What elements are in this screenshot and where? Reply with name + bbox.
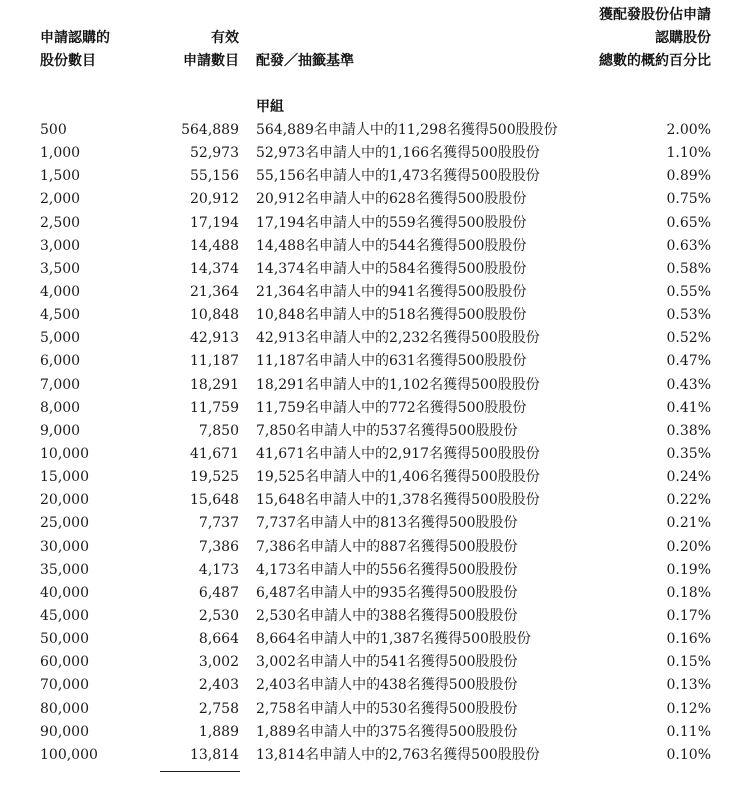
table-row (0, 489, 745, 512)
cell-valid-applications: 10,848 (190, 307, 239, 324)
cell-allocation-basis: 7,850名申請人中的537名獲得500股股份 (256, 422, 518, 439)
cell-allocation-basis: 19,525名申請人中的1,406名獲得500股股份 (256, 469, 540, 486)
cell-percentage: 0.65% (666, 214, 711, 231)
cell-percentage: 0.75% (666, 191, 711, 208)
table-row (0, 258, 745, 281)
cell-shares: 40,000 (40, 584, 89, 601)
header-line: 配發／抽籤基準 (256, 53, 354, 69)
cell-valid-applications: 21,364 (190, 283, 239, 300)
cell-valid-applications: 7,850 (198, 422, 239, 439)
header-line: 股份數目 (40, 53, 96, 69)
cell-shares: 3,000 (40, 237, 81, 254)
table-row (0, 559, 745, 582)
cell-percentage: 0.13% (666, 677, 711, 694)
table-row (0, 304, 745, 327)
cell-percentage: 0.55% (666, 283, 711, 300)
header-line: 總數的概約百分比 (599, 53, 711, 69)
table-row (0, 235, 745, 258)
table-row (0, 212, 745, 235)
cell-percentage: 1.10% (666, 145, 711, 162)
cell-valid-applications: 2,758 (198, 700, 239, 717)
cell-shares: 60,000 (40, 654, 89, 671)
cell-valid-applications: 4,173 (198, 561, 239, 578)
cell-valid-applications: 8,664 (198, 631, 239, 648)
cell-shares: 30,000 (40, 538, 89, 555)
cell-percentage: 0.18% (666, 584, 711, 601)
cell-shares: 3,500 (40, 260, 81, 277)
cell-allocation-basis: 564,889名申請人中的11,298名獲得500股股份 (256, 122, 558, 138)
cell-percentage: 0.43% (666, 376, 711, 393)
cell-allocation-basis: 11,759名申請人中的772名獲得500股股份 (256, 399, 527, 416)
header-shares-applied (40, 27, 110, 73)
cell-percentage: 0.20% (666, 538, 711, 555)
cell-percentage: 2.00% (666, 122, 711, 138)
table-row (0, 628, 745, 651)
cell-shares: 15,000 (40, 469, 89, 486)
cell-shares: 45,000 (40, 607, 89, 624)
cell-valid-applications: 15,648 (190, 492, 239, 509)
header-line: 認購股份 (655, 30, 711, 46)
cell-percentage: 0.89% (666, 168, 711, 185)
cell-valid-applications: 564,889 (181, 122, 239, 138)
cell-shares: 9,000 (40, 422, 81, 439)
table-row (0, 466, 745, 489)
cell-allocation-basis: 14,374名申請人中的584名獲得500股股份 (256, 260, 527, 277)
cell-percentage: 0.17% (666, 607, 711, 624)
cell-allocation-basis: 7,737名申請人中的813名獲得500股股份 (256, 515, 518, 532)
cell-allocation-basis: 18,291名申請人中的1,102名獲得500股股份 (256, 376, 540, 393)
cell-valid-applications: 2,530 (198, 607, 239, 624)
cell-valid-applications: 7,386 (198, 538, 239, 555)
table-body (0, 119, 745, 767)
cell-percentage: 0.53% (666, 307, 711, 324)
cell-percentage: 0.15% (666, 654, 711, 671)
cell-percentage: 0.19% (666, 561, 711, 578)
cell-valid-applications: 42,913 (190, 330, 239, 347)
cell-percentage: 0.22% (666, 492, 711, 509)
cell-allocation-basis: 21,364名申請人中的941名獲得500股股份 (256, 283, 527, 300)
table-row (0, 605, 745, 628)
cell-shares: 90,000 (40, 723, 89, 740)
cell-shares: 1,000 (40, 145, 81, 162)
header-line: 申請數目 (183, 53, 239, 69)
cell-shares: 6,000 (40, 353, 81, 370)
cell-allocation-basis: 8,664名申請人中的1,387名獲得500股股份 (256, 631, 531, 648)
cell-shares: 2,500 (40, 214, 81, 231)
cell-shares: 100,000 (40, 746, 98, 763)
cell-allocation-basis: 2,530名申請人中的388名獲得500股股份 (256, 607, 518, 624)
cell-allocation-basis: 41,671名申請人中的2,917名獲得500股股份 (256, 445, 540, 462)
cell-percentage: 0.10% (666, 746, 711, 763)
cell-allocation-basis: 2,758名申請人中的530名獲得500股股份 (256, 700, 518, 717)
cell-shares: 80,000 (40, 700, 89, 717)
table-row (0, 374, 745, 397)
cell-valid-applications: 17,194 (190, 214, 239, 231)
cell-percentage: 0.16% (666, 631, 711, 648)
cell-percentage: 0.52% (666, 330, 711, 347)
cell-shares: 8,000 (40, 399, 81, 416)
cell-shares: 50,000 (40, 631, 89, 648)
group-title: 甲組 (256, 99, 284, 115)
cell-percentage: 0.38% (666, 422, 711, 439)
cell-allocation-basis: 15,648名申請人中的1,378名獲得500股股份 (256, 492, 540, 509)
table-row (0, 744, 745, 767)
cell-percentage: 0.35% (666, 445, 711, 462)
cell-valid-applications: 3,002 (198, 654, 239, 671)
header-line: 獲配發股份佔申請 (599, 7, 711, 23)
cell-percentage: 0.47% (666, 353, 711, 370)
cell-shares: 2,000 (40, 191, 81, 208)
cell-percentage: 0.21% (666, 515, 711, 532)
cell-percentage: 0.24% (666, 469, 711, 486)
cell-allocation-basis: 10,848名申請人中的518名獲得500股股份 (256, 307, 527, 324)
table-row (0, 188, 745, 211)
table-row (0, 651, 745, 674)
cell-valid-applications: 2,403 (198, 677, 239, 694)
cell-valid-applications: 55,156 (190, 168, 239, 185)
cell-percentage: 0.63% (666, 237, 711, 254)
cell-allocation-basis: 4,173名申請人中的556名獲得500股股份 (256, 561, 518, 578)
cell-allocation-basis: 2,403名申請人中的438名獲得500股股份 (256, 677, 518, 694)
header-allocation-basis (256, 50, 354, 73)
table-row (0, 536, 745, 559)
table-row (0, 721, 745, 744)
table-row (0, 443, 745, 466)
header-line: 有效 (211, 30, 239, 46)
table-row (0, 327, 745, 350)
table-row (0, 420, 745, 443)
cell-allocation-basis: 14,488名申請人中的544名獲得500股股份 (256, 237, 527, 254)
table-row (0, 698, 745, 721)
cell-shares: 35,000 (40, 561, 89, 578)
table-row (0, 350, 745, 373)
cell-shares: 20,000 (40, 492, 89, 509)
cell-shares: 500 (40, 122, 67, 138)
cell-valid-applications: 13,814 (190, 746, 239, 763)
total-underline (160, 771, 240, 772)
table-row (0, 142, 745, 165)
cell-allocation-basis: 17,194名申請人中的559名獲得500股股份 (256, 214, 527, 231)
cell-valid-applications: 11,187 (190, 353, 239, 370)
header-line: 申請認購的 (40, 30, 110, 46)
cell-allocation-basis: 6,487名申請人中的935名獲得500股股份 (256, 584, 518, 601)
cell-allocation-basis: 55,156名申請人中的1,473名獲得500股股份 (256, 168, 540, 185)
cell-percentage: 0.11% (666, 723, 711, 740)
header-percentage-allotted (599, 4, 711, 73)
table-row (0, 582, 745, 605)
cell-allocation-basis: 52,973名申請人中的1,166名獲得500股股份 (256, 145, 540, 162)
cell-valid-applications: 20,912 (190, 191, 239, 208)
table-row (0, 674, 745, 697)
cell-valid-applications: 14,488 (190, 237, 239, 254)
cell-allocation-basis: 7,386名申請人中的887名獲得500股股份 (256, 538, 518, 555)
cell-valid-applications: 18,291 (190, 376, 239, 393)
header-valid-applications (183, 27, 239, 73)
cell-allocation-basis: 11,187名申請人中的631名獲得500股股份 (256, 353, 527, 370)
table-row (0, 119, 745, 142)
cell-percentage: 0.41% (666, 399, 711, 416)
table-row (0, 512, 745, 535)
table-row (0, 281, 745, 304)
cell-percentage: 0.12% (666, 700, 711, 717)
cell-valid-applications: 19,525 (190, 469, 239, 486)
cell-shares: 4,000 (40, 283, 81, 300)
cell-valid-applications: 52,973 (190, 145, 239, 162)
cell-allocation-basis: 13,814名申請人中的2,763名獲得500股股份 (256, 746, 540, 763)
cell-valid-applications: 14,374 (190, 260, 239, 277)
cell-valid-applications: 1,889 (198, 723, 239, 740)
cell-shares: 10,000 (40, 445, 89, 462)
table-row (0, 165, 745, 188)
cell-valid-applications: 6,487 (198, 584, 239, 601)
cell-valid-applications: 11,759 (190, 399, 239, 416)
cell-allocation-basis: 3,002名申請人中的541名獲得500股股份 (256, 654, 518, 671)
cell-shares: 70,000 (40, 677, 89, 694)
cell-shares: 7,000 (40, 376, 81, 393)
cell-valid-applications: 41,671 (190, 445, 239, 462)
cell-valid-applications: 7,737 (198, 515, 239, 532)
table-row (0, 397, 745, 420)
cell-allocation-basis: 42,913名申請人中的2,232名獲得500股股份 (256, 330, 540, 347)
cell-allocation-basis: 1,889名申請人中的375名獲得500股股份 (256, 723, 518, 740)
cell-shares: 1,500 (40, 168, 81, 185)
cell-shares: 25,000 (40, 515, 89, 532)
cell-allocation-basis: 20,912名申請人中的628名獲得500股股份 (256, 191, 527, 208)
cell-shares: 4,500 (40, 307, 81, 324)
cell-percentage: 0.58% (666, 260, 711, 277)
cell-shares: 5,000 (40, 330, 81, 347)
